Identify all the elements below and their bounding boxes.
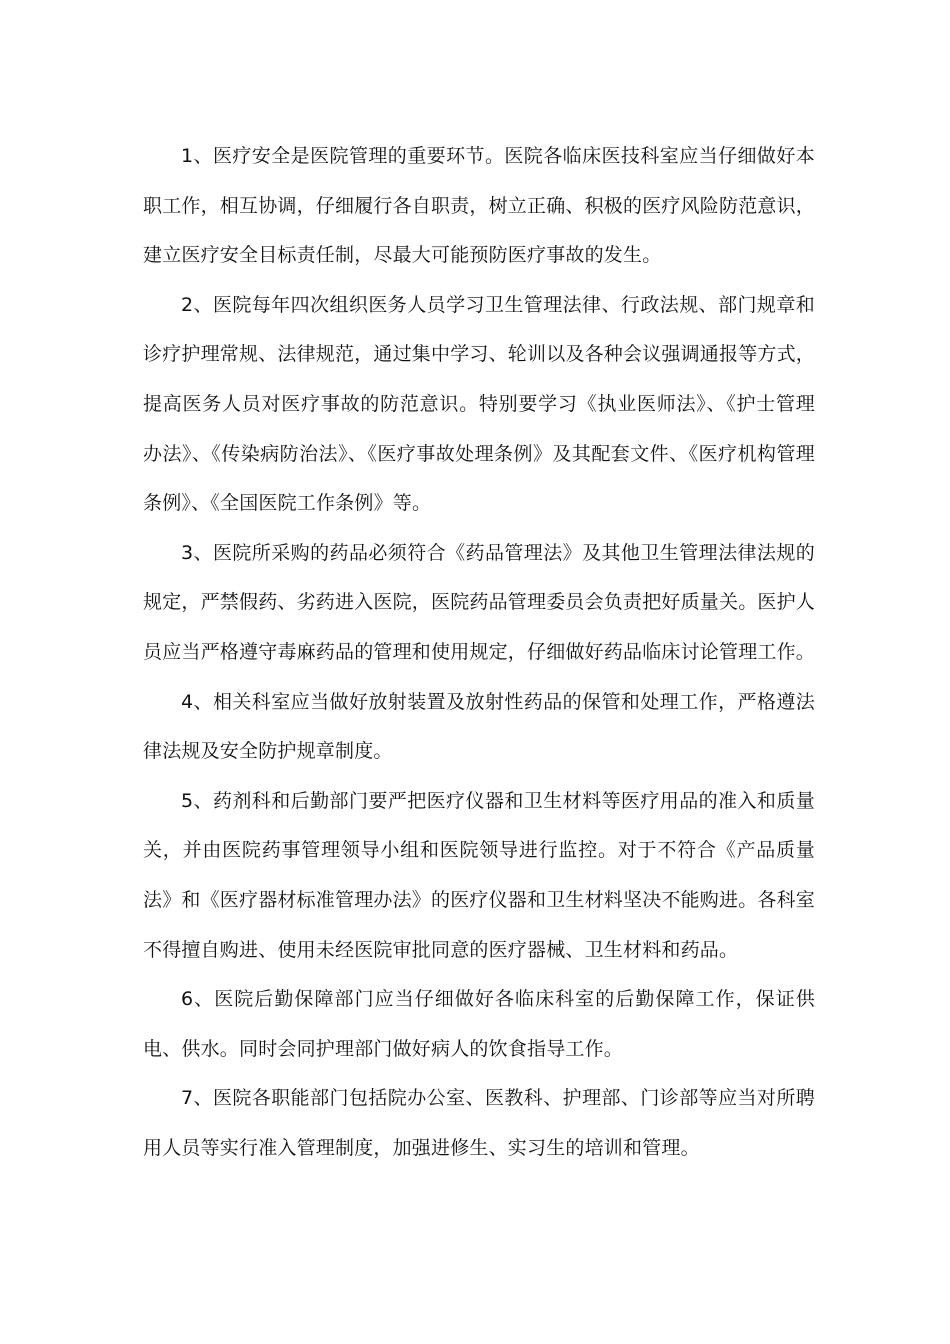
paragraph-4: 4、相关科室应当做好放射装置及放射性药品的保管和处理工作，严格遵法律法规及安全防护规章制度。 xyxy=(143,690,815,763)
document-body xyxy=(143,132,815,1173)
paragraph-1: 1、医疗安全是医院管理的重要环节。医院各临床医技科室应当仔细做好本职工作，相互协调，仔细履行各自职责，树立正确、积极的医疗风险防范意识，建立医疗安全目标责任制，尽最大可能预防医疗事故的发生。 xyxy=(143,145,816,267)
paragraph-2: 2、医院每年四次组织医务人员学习卫生管理法律、行政法规、部门规章和诊疗护理常规、法律规范，通过集中学习、轮训以及各种会议强调通报等方式，提高医务人员对医疗事故的防范意识。特别要学习《执业医师法》、《护士管理办法》、《传染病防治法》、《医疗事故处理条例》及其配套文件、《医疗机构管理条例》、《全国医院工作条例》等。 xyxy=(143,293,816,515)
paragraph-5: 5、药剂科和后勤部门要严把医疗仪器和卫生材料等医疗用品的准入和质量关，并由医院药事管理领导小组和医院领导进行监控。对于不符合《产品质量法》和《医疗器材标准管理办法》的医疗仪器和卫生材料坚决不能购进。各科室不得擅自购进、使用未经医院审批同意的医疗器械、卫生材料和药品。 xyxy=(143,789,816,961)
paragraph-7: 7、医院各职能部门包括院办公室、医教科、护理部、门诊部等应当对所聘用人员等实行准入管理制度，加强进修生、实习生的培训和管理。 xyxy=(143,1087,815,1159)
paragraph-6: 6、医院后勤保障部门应当仔细做好各临床科室的后勤保障工作，保证供电、供水。同时会同护理部门做好病人的饮食指导工作。 xyxy=(143,988,815,1060)
paragraph-3: 3、医院所采购的药品必须符合《药品管理法》及其他卫生管理法律法规的规定，严禁假药、劣药进入医院，医院药品管理委员会负责把好质量关。医护人员应当严格遵守毒麻药品的管理和使用规定，仔细做好药品临床讨论管理工作。 xyxy=(143,541,816,663)
